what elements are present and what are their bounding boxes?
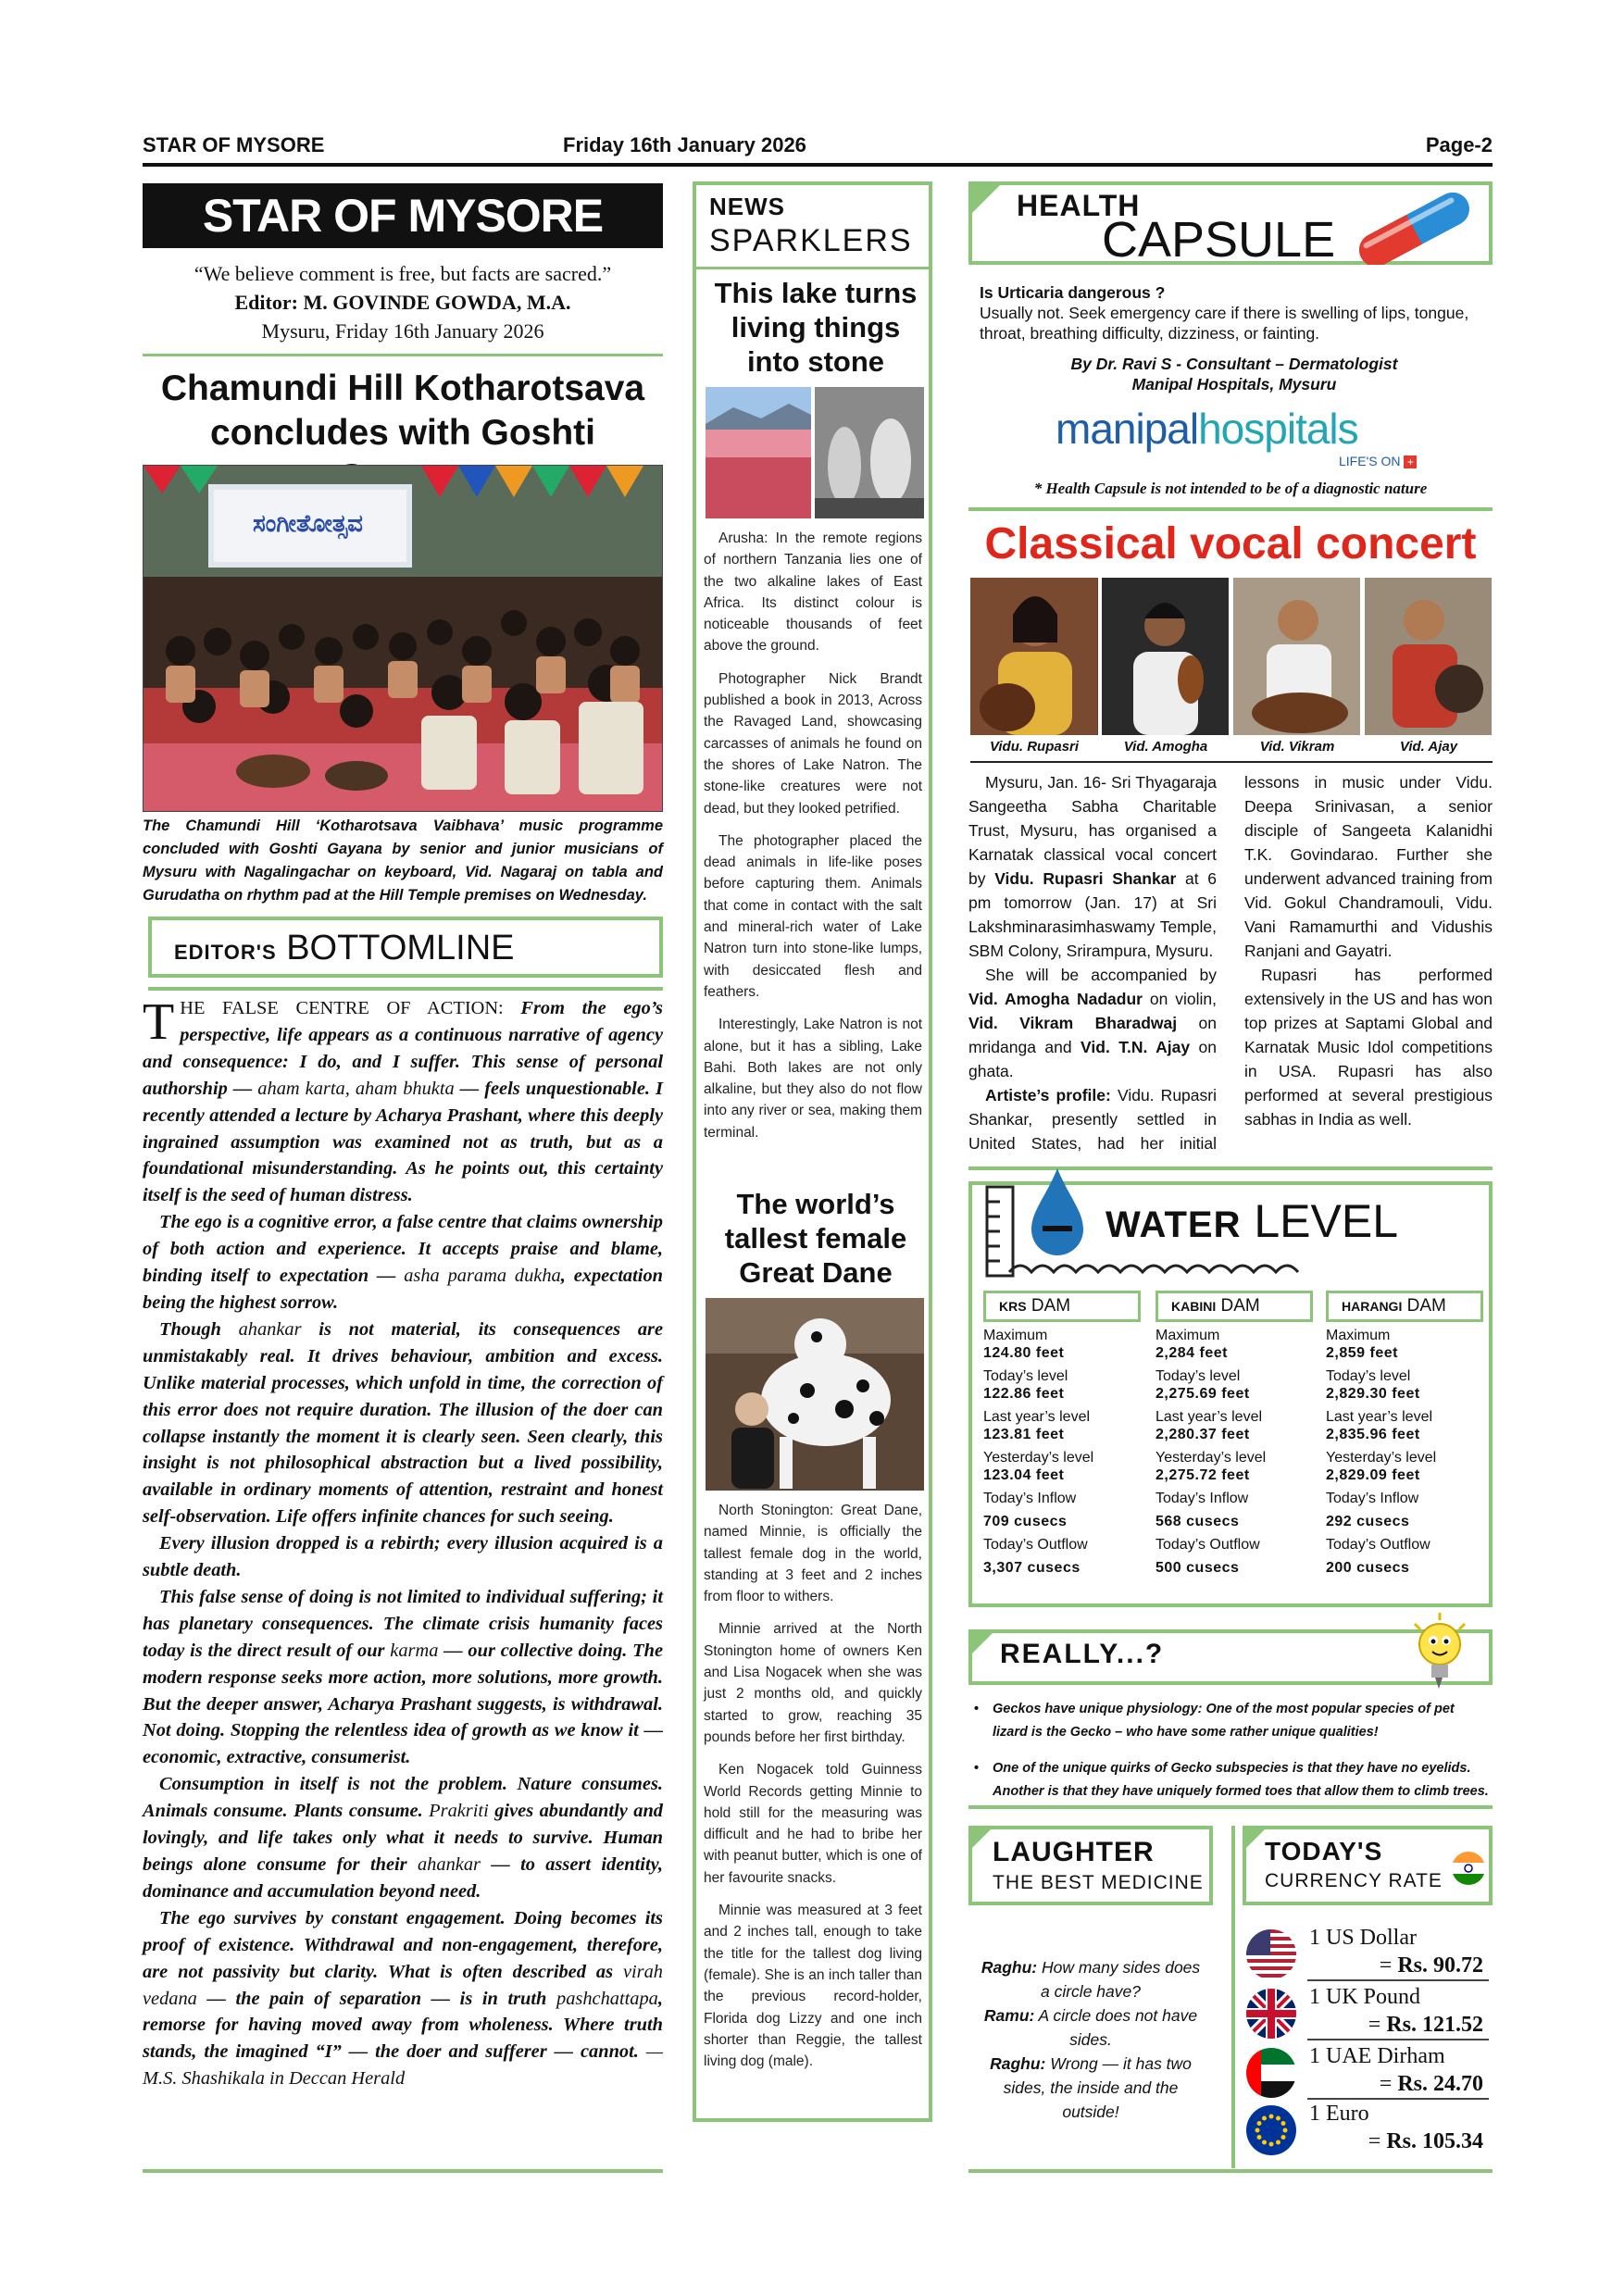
editorial-info [143,259,663,345]
lead-headline-line-1: Chamundi Hill Kotharotsava [160,368,645,408]
artist-label: Vidu. Rupasri [989,739,1080,755]
stat-label: Today’s level [1326,1368,1411,1384]
health-byline [980,354,1489,394]
list-item: • One of the unique quirks of Gecko subspecies is that they have no eyelids. Another is that they have uniquely formed toes that allow them to climb trees. [968,1757,1493,1803]
text: , remorse for having moved away from wholeness. Where truth stands, the imagined “I” — the doer and sufferer — cannot. [143,1988,663,2063]
tagline-text: LIFE'S ON [1339,454,1401,468]
text: Mysuru, Jan. 16- Sri Thyagaraja Sangeetha Sabha Charitable Trust, Mysuru, has organised a Karnatak classical vocal concert by [968,773,1217,888]
stat-value: 2,829.09 feet [1326,1467,1420,1483]
corner-triangle [968,1629,996,1657]
text: From the ego’s perspective, life appears as a continuous narrative of agency and consequence: I do, and I suffer. This sense of personal authorship — [143,998,663,1099]
laughter-subtitle: THE BEST MEDICINE [993,1872,1204,1893]
text: on ghata. [968,1038,1217,1080]
dam-word: DAM [1031,1296,1071,1316]
logo-part: manipal [1056,405,1199,453]
paragraph: Rupasri has performed extensively in the US and has won top prizes at Saptami Global and Karnatak Music Idol competitions in USA. Rupasri has also performed at several prestigious sabhas in India as well. [1244,966,1493,1129]
stat-value: 2,275.69 feet [1156,1386,1250,1402]
sanskrit-term: pashchattapa [556,1988,658,2009]
line-text: A circle does not have sides. [1034,2006,1198,2049]
credit: — M.S. Shashikala in Deccan Herald [143,2041,663,2090]
rate-underline [1307,2098,1489,2100]
stat-label: Maximum [1326,1328,1391,1343]
joke-line [978,2052,1204,2124]
paragraph [143,1584,663,1771]
name: Vid. T.N. Ajay [1081,1038,1191,1056]
really-facts [968,1698,1493,1816]
text: , expectation being the highest sorrow. [143,1266,663,1313]
stat-label: Today’s Outflow [1156,1537,1260,1553]
paragraph: Every illusion dropped is a rebirth; every illusion acquired is a subtle death. [143,1533,663,1581]
label-rule [970,761,1493,763]
artist-label: Vid. Vikram [1259,739,1335,755]
section-rule [143,354,663,356]
stat-value: 200 cusecs [1326,1560,1410,1576]
concert-story-text [968,770,1493,1155]
paragraph: Ken Nogacek told Guinness World Records getting Minnie to hold still for the measuring was difficult and he had to bribe her with peanut butter, which is one of her favourite snacks. [704,1762,922,1886]
text: — our collective doing. The modern response seeks more action, more solutions, more growth. But the deeper answer, Acharya Prashant suggests, is withdrawal. Not doing. Stopping the relentless idea of growth as we know it — economic, extractive, consumerist. [143,1640,663,1768]
artist-labels [970,739,1493,755]
currency-name: 1 UK Pound [1309,1985,1421,2009]
joke-line [978,1955,1204,2003]
text: on mridanga and [968,1014,1217,1056]
stat-label: Maximum [1156,1328,1220,1343]
eu-flag-icon [1246,2105,1296,2155]
dam-name [1326,1291,1483,1322]
water-level-title [1106,1194,1398,1248]
stat-value: 2,829.30 feet [1326,1386,1420,1402]
stat-value: 2,284 feet [1156,1345,1228,1361]
currency-rate: = Rs. 90.72 [1379,1953,1483,1978]
stat-label: Last year’s level [1156,1409,1263,1425]
sparklers-border [693,2118,932,2122]
lake-story-text [704,528,922,1154]
text: gives abundantly and lovingly, and life takes only what it needs to survive. Human beings alone consume for their [143,1801,663,1875]
paragraph: Arusha: In the remote regions of northern Tanzania lies one of the two alkaline lakes of East Africa. Its distinct colour is noticeable thousands of feet above the ground. [704,530,922,655]
currency-subtitle: CURRENCY RATE [1265,1870,1443,1891]
text: is not material, its consequences are unmistakably real. It drives behaviour, ambition and excess. Unlike material processes, which unfold in time, the correction of this error does not require duration. The illusion of the doer can collapse instantly the moment it is clearly seen. Seen clearly, this insight is not philosophical abstraction but a lived possibility, available in ordinary moments of attention, restraint and honest self-observation. Life offers infinite chances for such seeing. [143,1318,663,1528]
sparklers-border [929,181,932,2122]
paragraph: Minnie was measured at 3 feet and 2 inches tall, enough to take the title for the tallest dog living (female). She is an inch taller than the previous record-holder, Florida dog Lizzy and one inch shorter than Reggie, the tallest living dog (male). [704,1903,922,2070]
dam-label: KABINI [1171,1299,1217,1314]
currency-row [1243,1926,1493,1983]
sanskrit-term: asha parama dukha [404,1266,561,1287]
stat-value: 122.86 feet [983,1386,1065,1402]
text: — to assert identity, dominance and accumulation beyond need. [143,1854,663,1902]
photo-banner-text: ಸಂಗೀತೋತ್ಸವ [253,510,363,538]
title-bold: EDITOR'S [174,941,277,964]
health-qa [980,282,1489,343]
stat-label: Today’s Inflow [1156,1491,1249,1506]
name: Vidu. Rupasri Shankar [994,869,1177,888]
plus-icon: + [1404,455,1417,468]
health-answer: Usually not. Seek emergency care if there is swelling of lips, tongue, throat, breathing difficulty, dizziness, or fainting. [980,304,1469,343]
paragraph [143,1316,663,1530]
corner-triangle [968,1826,994,1852]
sparklers-border [693,181,932,185]
stat-value: 2,280.37 feet [1156,1427,1250,1442]
rate-underline [1307,2039,1489,2040]
bottomline-rule [148,987,663,991]
dam-name [1156,1291,1313,1322]
text: — the pain of separation — is in truth [196,1988,556,2009]
joke [978,1955,1204,2124]
stat-value: 3,307 cusecs [983,1560,1081,1576]
column-divider [1231,1826,1235,2168]
concert-headline: Classical vocal concert [984,519,1477,568]
stat-label: Yesterday’s level [983,1450,1094,1466]
line-text: Wrong — it has two sides, the inside and the outside! [1003,2054,1192,2121]
concert-photo-illustration [144,466,663,812]
dateline: Mysuru, Friday 16th January 2026 [261,319,544,343]
rate-value: Rs. 121.52 [1386,2013,1483,2037]
currency-name: 1 Euro [1309,2102,1369,2126]
stat-label: Today’s level [1156,1368,1241,1384]
sanskrit-term: ahankar [417,1854,481,1875]
rate-value: Rs. 90.72 [1397,1953,1483,1978]
paragraph [143,1209,663,1316]
byline-line: By Dr. Ravi S - Consultant – Dermatologist [1070,355,1398,373]
speaker: Ramu: [983,2006,1035,2025]
sanskrit-term: virah vedana [143,1961,663,2009]
news-sparklers-title [709,193,913,259]
dog-headline: The world’s tallest female Great Dane [724,1188,907,1289]
rate-underline [1307,1979,1489,1981]
stat-value: 2,859 feet [1326,1345,1398,1361]
dam-name [983,1291,1141,1322]
really-title: REALLY...? [1000,1639,1165,1669]
stat-value: 123.04 feet [983,1467,1065,1483]
stat-value: 500 cusecs [1156,1560,1240,1576]
paragraph: North Stonington: Great Dane, named Minnie, is officially the tallest female dog in the world, standing at 3 feet and 2 inches from floor to withers. [704,1503,922,1605]
stat-label: Today’s Outflow [983,1537,1088,1553]
artist-photo [970,578,1098,735]
dog-photo [706,1298,924,1491]
currency-row [1243,2044,1493,2102]
stat-label: Maximum [983,1328,1048,1343]
text: This false sense of doing is not limited to individual suffering; it has planetary consequences. The climate crisis humanity faces today is the direct result of our [143,1586,663,1661]
paragraph [143,1905,663,2092]
text: Consumption in itself is not the problem. Nature consumes. Animals consume. Plants consume. [143,1774,663,1822]
dam-column-krs [983,1291,1141,1578]
stat-label: Yesterday’s level [1156,1450,1267,1466]
lightbulb-icon [1407,1611,1472,1695]
rate-value: Rs. 24.70 [1397,2072,1483,2096]
paragraph: Photographer Nick Brandt published a book in 2013, Across the Ravaged Land, showcasing carcasses of animals he found on the shores of Lake Natron. The stone-like creatures were not dead, but they looked petrified. [704,670,922,817]
name: Vid. Amogha Nadadur [968,990,1143,1008]
editors-bottomline-title [174,929,515,968]
laughter-title: LAUGHTER [993,1837,1155,1867]
currency-name: 1 UAE Dirham [1309,2044,1445,2068]
uae-flag-icon [1246,2048,1296,2098]
currency-rate: = Rs. 24.70 [1379,2072,1483,2096]
corner-triangle [968,181,1004,217]
us-flag-icon [1246,1929,1296,1979]
lake-headline: This lake turns living things into stone [714,277,918,378]
capsule-icon [1344,193,1483,269]
stat-value: 124.80 feet [983,1345,1065,1361]
capsule-title: CAPSULE [1102,212,1336,268]
stat-label: Today’s Inflow [983,1491,1077,1506]
editors-bottomline-text [143,995,663,2092]
lake-illustration [706,387,924,518]
section-rule [968,507,1493,511]
stat-label: Today’s Inflow [1326,1491,1419,1506]
dam-column-harangi [1326,1291,1483,1578]
logo-tagline [1339,454,1417,468]
text: Though [159,1318,239,1340]
byline-line: Manipal Hospitals, Mysuru [1131,375,1337,393]
dam-word: DAM [1220,1296,1260,1316]
logo-part: hospitals [1198,405,1358,453]
text: She will be accompanied by [985,966,1217,984]
stat-label: Last year’s level [1326,1409,1433,1425]
speaker: Raghu: [981,1958,1038,1977]
artist-photo [1365,578,1493,735]
issue-date: Friday 16th January 2026 [563,133,806,156]
text: Vidu. Rupasri Shankar, presently settled in United States, had her initial lessons in music under Vidu. Deepa Srinivasan, a senior disciple of Sangeeta Kalanidhi T.K. Govindarao. Further she underwent advanced training from Vid. Gokul Chandramouli, Vidu. Vani Ramamurthi and Vidushis Ranjani and Gayatri. [968,773,1493,1153]
dam-label: KRS [999,1299,1027,1314]
text: — feels unquestionable. I recently attended a lecture by Acharya Prashant, where this deeply ingrained assumption was examined not as truth, but as a foundational misunderstanding. As he points out, this certainty itself is the seed of human distress. [143,1078,663,1206]
paper-name: STAR OF MYSORE [143,133,325,156]
editorial-banner: STAR OF MYSORE [143,183,663,248]
stat-value: 2,275.72 feet [1156,1467,1250,1483]
page-header [143,133,1493,165]
rate-value: Rs. 105.34 [1386,2129,1483,2153]
text: The ego survives by constant engagement. Doing becomes its proof of existence. Withdrawal and non-engagement, therefore, are not passivity but clarity. What is often described as [143,1907,663,1982]
uk-flag-icon [1246,1989,1296,2039]
text: at 6 pm tomorrow (Jan. 17) at Sri Lakshminarasimhaswamy Temple, SBM Colony, Srirampura, Mysuru. [968,869,1217,960]
stat-label: Last year’s level [983,1409,1091,1425]
title-rest: BOTTOMLINE [286,929,515,967]
stat-label: Today’s Outflow [1326,1537,1430,1553]
title-b: SPARKLERS [709,223,913,258]
text: The ego is a cognitive error, a false centre that claims ownership of both action and experience. It accepts praise and blame, binding itself to expectation — [143,1212,663,1287]
stat-value: 2,835.96 feet [1326,1427,1420,1442]
title-bold: WATER [1106,1204,1242,1245]
stat-label: Yesterday’s level [1326,1450,1437,1466]
paragraph [968,770,1217,963]
sparklers-border [693,181,696,2122]
speaker: Raghu: [990,2054,1046,2073]
sanskrit-term: ahankar [238,1318,302,1340]
stat-value: 568 cusecs [1156,1514,1240,1529]
name: Vid. Vikram Bharadwaj [968,1014,1178,1032]
currency-rate: = Rs. 121.52 [1368,2013,1483,2037]
paragraph: Minnie arrived at the North Stonington home of owners Ken and Lisa Nogacek when she was just 2 months old, and quickly started to grow, reaching 35 pounds before her first birthday. [704,1621,922,1745]
artist-photo [1233,578,1361,735]
currency-title: TODAY'S [1265,1837,1383,1866]
artist-label: Vid. Ajay [1399,739,1458,755]
stat-value: 292 cusecs [1326,1514,1410,1529]
section-rule [968,1805,1493,1809]
motto: “We believe comment is free, but facts are sacred.” [194,262,612,285]
header-rule [143,163,1493,167]
page-number: Page-2 [1425,133,1493,156]
title-rest: LEVEL [1254,1195,1399,1247]
dam-column-kabini [1156,1291,1313,1578]
artist-photo [1102,578,1230,735]
currency-name: 1 US Dollar [1309,1926,1417,1950]
column-bottom-rule [143,2169,663,2173]
lead-headline-line-2: concludes with Goshti [209,413,596,453]
currency-row [1243,2102,1493,2159]
currency-rate: = Rs. 105.34 [1368,2129,1483,2153]
list-item: • Geckos have unique physiology: One of the most popular species of pet lizard is the Gecko – who have some rather unique qualities! [968,1698,1493,1744]
health-question: Is Urticaria dangerous ? [980,283,1166,302]
manipal-logo [1056,404,1358,454]
drop-cap: T [143,993,175,1051]
stat-value: 709 cusecs [983,1514,1068,1529]
paragraph: Interestingly, Lake Natron is not alone, but it has a sibling, Lake Bahi. Both lakes are not only alkaline, but they also do not flow into any river or sea, making them terminal. [704,1017,922,1141]
column-bottom-rule [968,2169,1493,2173]
lake-photo [706,387,924,518]
label: Artiste’s profile: [985,1086,1111,1104]
title-a: NEWS [709,193,785,220]
lead-caption: The Chamundi Hill ‘Kotharotsava Vaibhava’ music programme concluded with Goshti Gayana by senior and junior musicians of Mysuru with Nagalingachar on keyboard, Vid. Nagaraj on tabla and Gurudatha on rhythm pad at the Hill Temple premises on Wednesday. [143,817,663,904]
paragraph [143,1771,663,1905]
health-title: HEALTH [1017,189,1141,222]
sanskrit-term: Prakriti [429,1801,489,1822]
paragraph: The photographer placed the dead animals in life-like poses before capturing them. Animals that come in contact with the salt and mineral-rich water of Lake Natron turn into stone-like lumps, with desiccated flesh and feathers. [704,832,922,1000]
stat-value: 123.81 feet [983,1427,1065,1442]
dam-word: DAM [1406,1296,1446,1316]
joke-line [978,2003,1204,2052]
artist-label: Vid. Amogha [1123,739,1208,755]
stat-label: Today’s level [983,1368,1068,1384]
text: on violin, [1142,990,1218,1008]
editor-name: Editor: M. GOVINDE GOWDA, M.A. [234,291,571,314]
sparklers-rule [696,267,929,269]
lead-photo [143,465,663,812]
dam-label: HARANGI [1342,1299,1403,1314]
artist-photos [970,578,1493,735]
line-text: How many sides does a circle have? [1037,1958,1201,2001]
sanskrit-term: karma [390,1640,439,1661]
paragraph [143,995,663,1209]
dog-story-text [704,1500,922,2083]
paragraph [968,963,1217,1083]
lead-caps: HE FALSE CENTRE OF ACTION: [180,998,521,1018]
sanskrit-term: aham karta, aham bhukta [257,1078,455,1099]
great-dane-illustration [706,1298,924,1491]
health-disclaimer: * Health Capsule is not intended to be of a diagnostic nature [1033,480,1428,497]
india-flag-icon [1450,1850,1487,1891]
currency-row [1243,1985,1493,2042]
